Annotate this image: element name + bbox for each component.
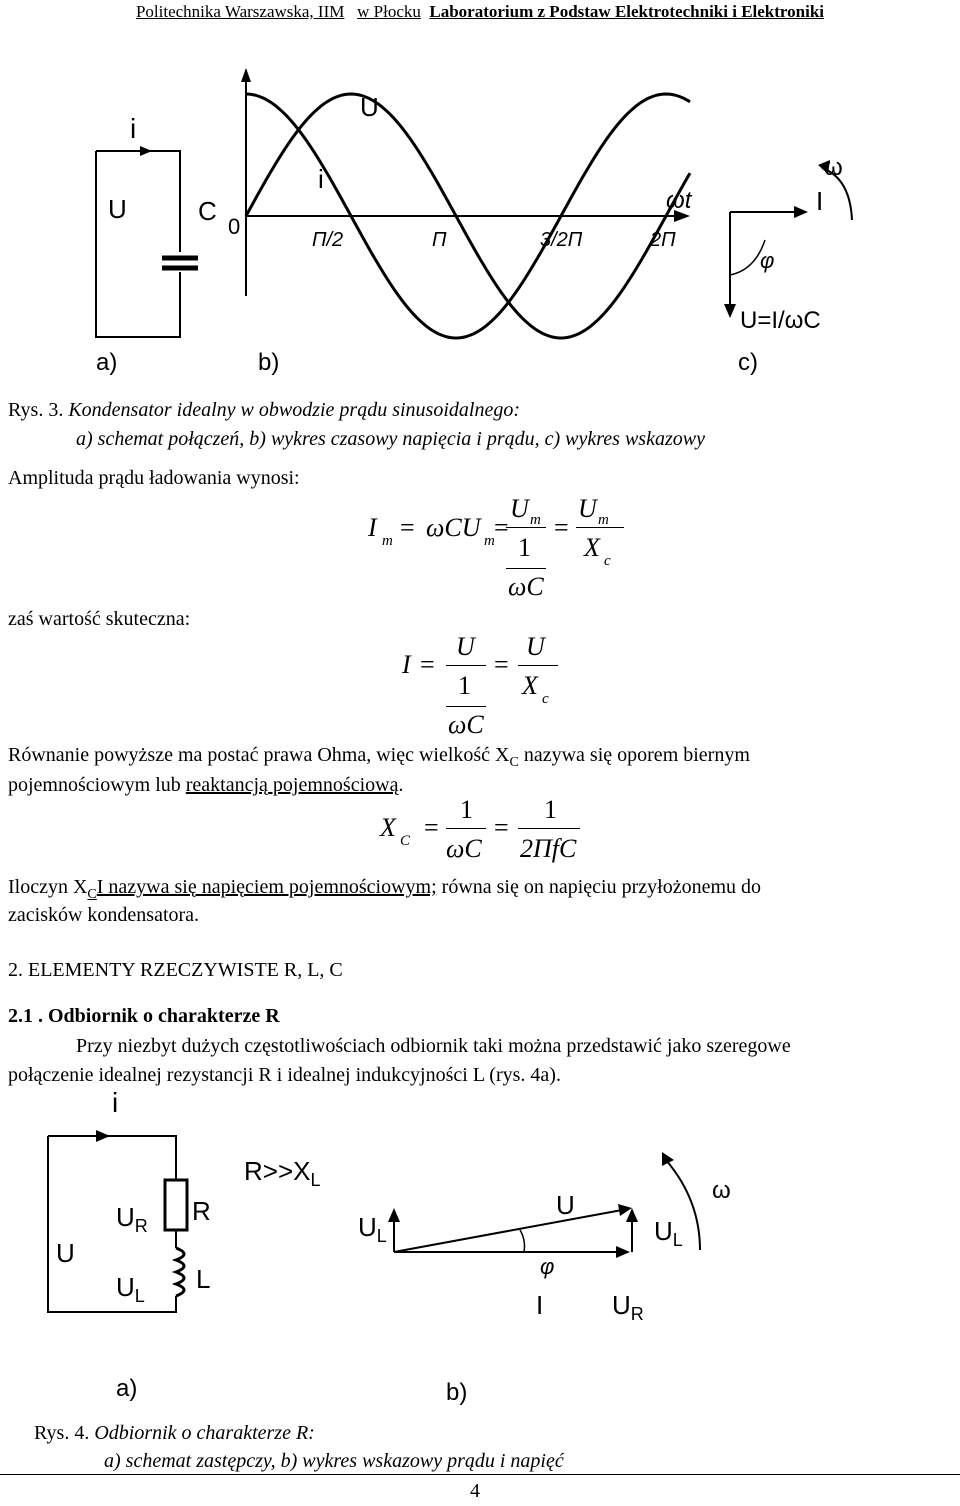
- phi-label-c: φ: [760, 248, 775, 273]
- u-phasor-label: U: [556, 1190, 575, 1220]
- subfigure-b-label: b): [258, 349, 280, 376]
- tick-pi-half: Π/2: [312, 229, 344, 251]
- figure-4-caption-line2: a) schemat zastępczy, b) wykres wskazowy prądu i napięć: [104, 1450, 564, 1472]
- current-label-4: i: [112, 1090, 119, 1118]
- ul-phasor-arrow-left: [388, 1208, 400, 1222]
- current-phasor-label-4: I: [536, 1290, 544, 1320]
- time-plot: [241, 68, 690, 338]
- page-header: [0, 0, 960, 24]
- tick-3-2-pi: 3/2Π: [540, 229, 583, 251]
- ur-phasor-label: $U_R$: [612, 1290, 644, 1324]
- condition-label: $R>>X_L$: [244, 1156, 321, 1190]
- phi-label-4: φ: [540, 1254, 555, 1279]
- omega-label-c: ω: [824, 154, 843, 181]
- body-paragraph-line2: połączenie idealnej rezystancji R i idealnej indukcyjności L (rys. 4a).: [8, 1064, 561, 1086]
- ul-phasor-label-left: $U_L$: [358, 1212, 387, 1246]
- ur-phasor-arrow: [616, 1246, 630, 1258]
- current-phasor-label: I: [816, 186, 824, 216]
- subfigure-a-label: a): [96, 349, 118, 376]
- ul-label: $U_L$: [116, 1272, 145, 1306]
- resistor-label: R: [192, 1196, 211, 1226]
- ohm-paragraph-line2: pojemnościowym lub reaktancją pojemnościową.: [8, 774, 404, 796]
- header-course: Laboratorium z Podstaw Elektrotechniki i Elektroniki: [429, 2, 825, 21]
- figure-4-caption: Rys. 4. Odbiornik o charakterze R:: [34, 1422, 315, 1444]
- omega-t-label: ωt: [666, 187, 692, 214]
- amplitude-text: Amplituda prądu ładowania wynosi:: [8, 467, 300, 489]
- header-city: w Płocku: [357, 2, 421, 21]
- tick-2-pi: 2Π: [650, 229, 676, 251]
- body-paragraph: Przy niezbyt dużych częstotliwościach odbiornik taki można przedstawić jako szeregowe: [76, 1035, 791, 1057]
- current-phasor-arrow: [794, 206, 808, 218]
- ul-phasor-label-right: $U_L$: [654, 1216, 683, 1250]
- voltage-phasor-label: U=I/ωC: [740, 307, 821, 334]
- voltage-label: U: [108, 194, 127, 224]
- ohm-paragraph: Równanie powyższe ma postać prawa Ohma, więc wielkość $X_C$ nazywa się oporem biernym: [8, 744, 750, 770]
- voltage-wave-label: U: [360, 92, 379, 122]
- voltage-label-4: U: [56, 1238, 75, 1268]
- rms-text: zaś wartość skuteczna:: [8, 608, 191, 630]
- figure-3: [0, 60, 960, 380]
- voltage-paragraph-line2: zacisków kondensatora.: [8, 904, 200, 926]
- capacitor-label: C: [198, 196, 217, 226]
- subsection-heading: 2.1 . Odbiornik o charakterze R: [8, 1005, 280, 1027]
- subfigure-4a-label: a): [116, 1375, 138, 1402]
- footer-rule: [0, 1474, 960, 1475]
- omega-label-4: ω: [712, 1177, 731, 1204]
- current-arrow-4: [96, 1130, 110, 1142]
- current-wave-label: i: [318, 164, 324, 194]
- ur-label: $U_R$: [116, 1202, 148, 1236]
- subfigure-c-label: c): [738, 349, 758, 376]
- inductor-label: L: [196, 1264, 211, 1294]
- voltage-paragraph: Iloczyn $X_CI$ nazywa się napięciem pojemnościowym; równa się on napięciu przyłożonemu do: [8, 876, 762, 902]
- figure-4: [0, 1090, 960, 1420]
- subfigure-4b-label: b): [446, 1379, 468, 1406]
- current-arrow: [140, 146, 152, 156]
- section-heading: 2. ELEMENTY RZECZYWISTE R, L, C: [8, 959, 343, 981]
- origin-label: 0: [228, 214, 241, 239]
- capacitive-voltage-term: I nazywa się napięciem pojemnościowym;: [96, 876, 437, 898]
- header-institution: Politechnika Warszawska, IIM: [135, 2, 345, 21]
- figure-3-caption-line2: a) schemat połączeń, b) wykres czasowy napięcia i prądu, c) wykres wskazowy: [76, 428, 705, 450]
- tick-pi: Π: [432, 229, 447, 251]
- figure-3-caption: Rys. 3. Kondensator idealny w obwodzie prądu sinusoidalnego:: [8, 399, 520, 421]
- page-number: 4: [470, 1480, 480, 1502]
- reactance-term: reaktancją pojemnościową: [185, 774, 399, 796]
- phasor-diagram-c: [724, 160, 852, 318]
- voltage-phasor-arrow: [724, 304, 736, 318]
- current-label: i: [130, 113, 137, 144]
- capacitor-circuit: [96, 146, 198, 337]
